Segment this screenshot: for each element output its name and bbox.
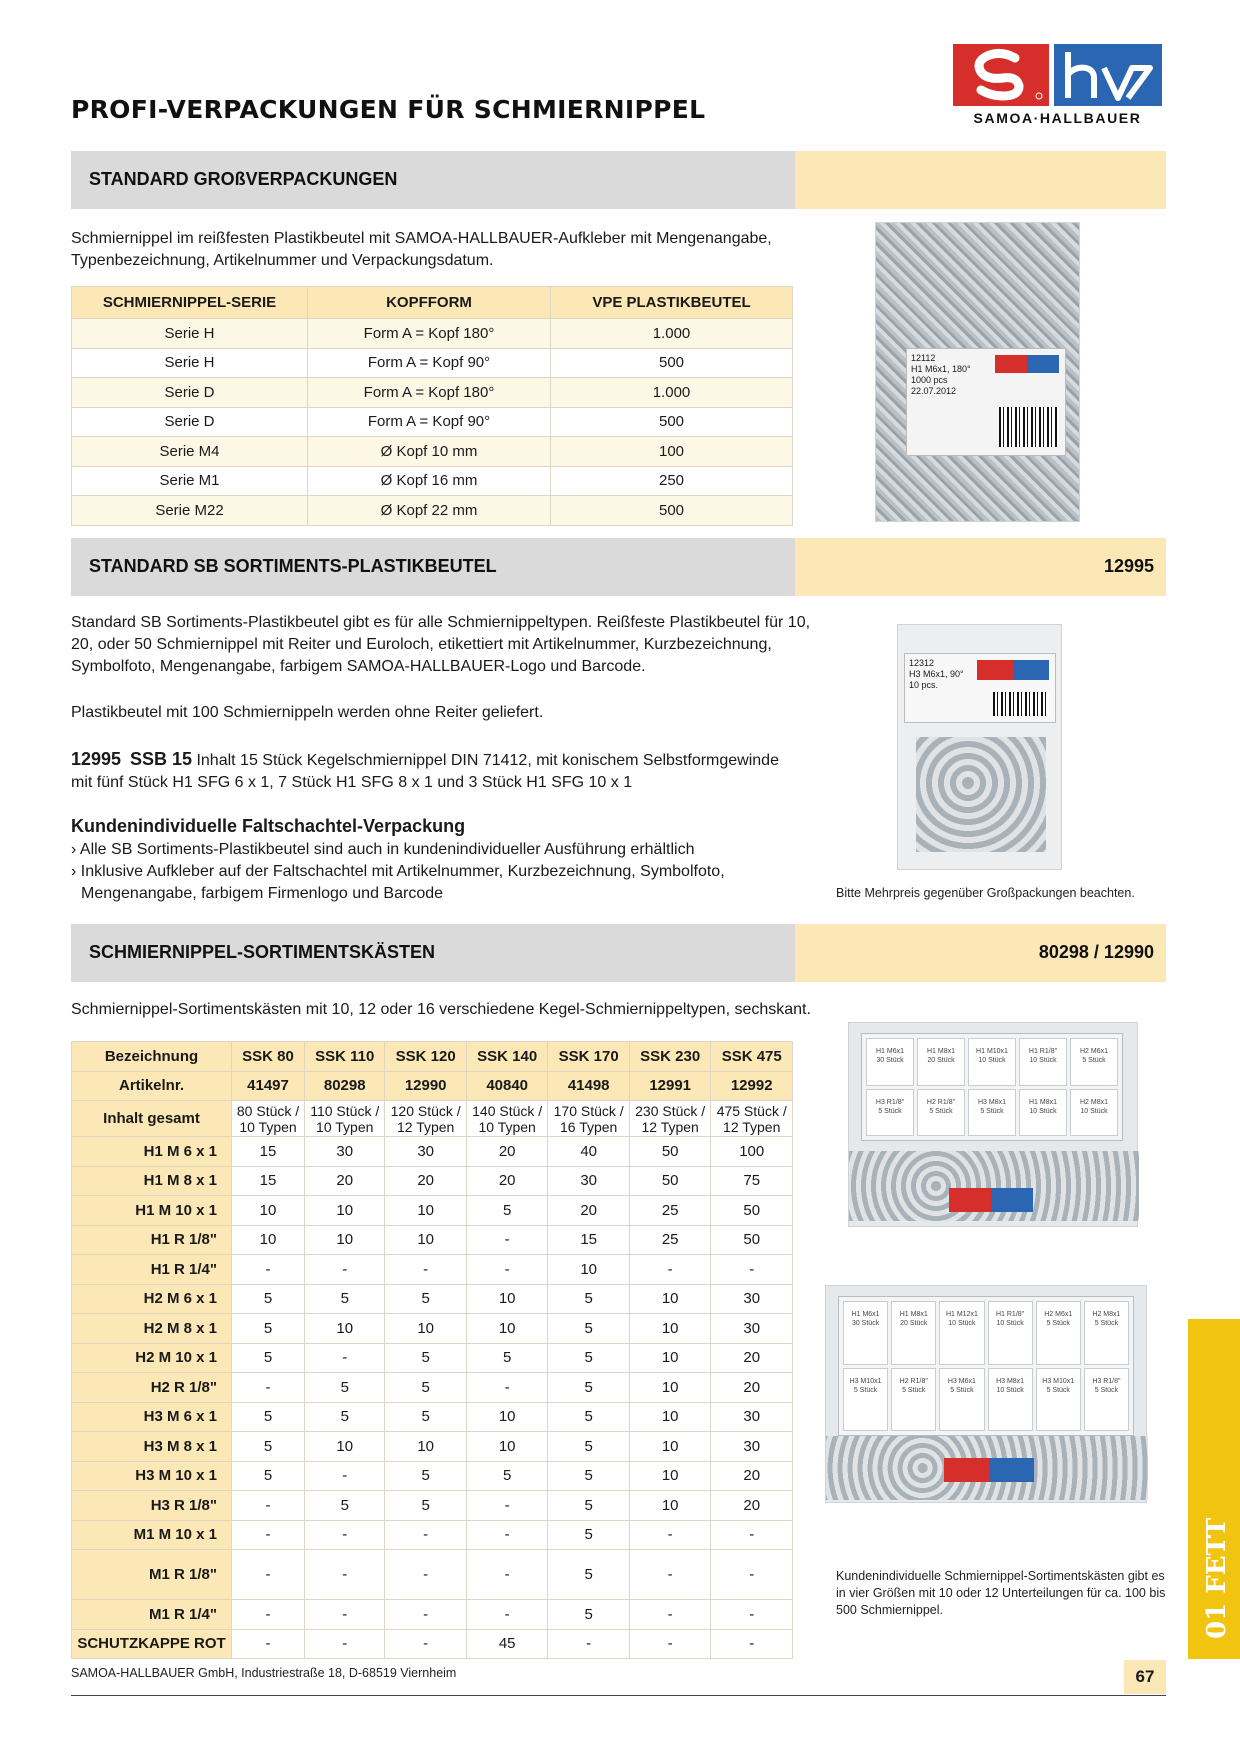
compartment-label: H1 R1/8" 10 Stück bbox=[988, 1301, 1033, 1365]
row-label: H1 M 6 x 1 bbox=[72, 1137, 232, 1167]
table-cell: 15 bbox=[548, 1225, 630, 1255]
compartment-label: H3 R1/8" 5 Stück bbox=[866, 1089, 914, 1137]
table-cell: - bbox=[385, 1600, 467, 1630]
table-row: Serie D Form A = Kopf 180° 1.000 bbox=[72, 378, 793, 408]
table-cell: 10 bbox=[385, 1196, 467, 1226]
table-cell: 20 bbox=[305, 1166, 385, 1196]
compartment-label: H3 M8x1 10 Stück bbox=[988, 1368, 1033, 1432]
section-bar-sortimentskaesten bbox=[71, 924, 1166, 982]
row-label: M1 R 1/8" bbox=[72, 1550, 232, 1600]
table-cell: 5 bbox=[548, 1520, 630, 1550]
table-cell: - bbox=[466, 1491, 548, 1521]
chapter-tab-label: 01 FETT bbox=[1202, 1517, 1232, 1639]
row-label: M1 M 10 x 1 bbox=[72, 1520, 232, 1550]
table-row bbox=[72, 1225, 793, 1255]
table-row bbox=[72, 1255, 793, 1285]
table-cell: 10 bbox=[305, 1314, 385, 1344]
table-cell: 20 bbox=[466, 1137, 548, 1167]
logo-s-mark-icon bbox=[953, 44, 1049, 106]
table-cell: 5 bbox=[305, 1491, 385, 1521]
table-cell: - bbox=[711, 1255, 793, 1285]
table-cell: - bbox=[232, 1255, 305, 1285]
table-row bbox=[72, 1461, 793, 1491]
table-row bbox=[72, 1196, 793, 1226]
table-cell: 5 bbox=[232, 1343, 305, 1373]
table-cell: 5 bbox=[232, 1284, 305, 1314]
table-cell: 15 bbox=[232, 1137, 305, 1167]
section1-intro: Schmiernippel im reißfesten Plastikbeutel mit SAMOA-HALLBAUER-Aufkleber mit Mengenangabe, Typenbezeichnung, Artikelnummer und Verpackungsdatum. bbox=[71, 230, 772, 269]
compartment-label: H3 R1/8" 5 Stück bbox=[1084, 1368, 1129, 1432]
table-cell: 30 bbox=[711, 1314, 793, 1344]
table-cell: 20 bbox=[711, 1373, 793, 1403]
table-cell: 10 bbox=[629, 1343, 711, 1373]
section2-intro: Standard SB Sortiments-Plastikbeutel gibt es für alle Schmiernippeltypen. Reißfeste Plastikbeutel für 10, 20, oder 50 Schmiernippel mit Reiter und Euroloch, etikettiert mit Artikelnummer, Kurzbezeichnung, Symbolfoto, Mengenangabe, farbigem SAMOA-HALLBAUER-Logo und Barcode. bbox=[71, 614, 811, 675]
table-cell: 5 bbox=[232, 1461, 305, 1491]
table-cell: - bbox=[385, 1550, 467, 1600]
table-cell: 25 bbox=[629, 1225, 711, 1255]
logo-hv-mark-icon bbox=[1054, 44, 1162, 106]
table-cell: 10 bbox=[466, 1284, 548, 1314]
table-cell: 10 bbox=[548, 1255, 630, 1285]
chapter-tab bbox=[1188, 1319, 1240, 1659]
table-cell: - bbox=[305, 1520, 385, 1550]
table-cell: 10 bbox=[385, 1314, 467, 1344]
table-cell: 10 bbox=[305, 1225, 385, 1255]
section2-note: Plastikbeutel mit 100 Schmiernippeln werden ohne Reiter geliefert. bbox=[71, 704, 544, 721]
table-row bbox=[72, 1629, 793, 1659]
table-cell: - bbox=[232, 1550, 305, 1600]
section-title: SCHMIERNIPPEL-SORTIMENTSKÄSTEN bbox=[89, 942, 436, 962]
table-cell: 5 bbox=[385, 1461, 467, 1491]
table-cell: 5 bbox=[548, 1284, 630, 1314]
table-row bbox=[72, 1314, 793, 1344]
table-cell: 10 bbox=[232, 1225, 305, 1255]
table-cell: 5 bbox=[548, 1402, 630, 1432]
table-cell: 10 bbox=[629, 1373, 711, 1403]
table-cell: - bbox=[466, 1600, 548, 1630]
table-cell: - bbox=[305, 1461, 385, 1491]
table-cell: 30 bbox=[305, 1137, 385, 1167]
table-cell: 10 bbox=[629, 1461, 711, 1491]
row-label: H3 R 1/8" bbox=[72, 1491, 232, 1521]
compartment-label: H2 R1/8" 5 Stück bbox=[917, 1089, 965, 1137]
table-cell: 5 bbox=[548, 1550, 630, 1600]
sortimentskasten-photo-1 bbox=[848, 1022, 1138, 1227]
table-cell: - bbox=[385, 1520, 467, 1550]
bag-sticker: 12312 H3 M6x1, 90° 10 pcs. bbox=[904, 653, 1056, 723]
row-label: H1 M 10 x 1 bbox=[72, 1196, 232, 1226]
row-label: H2 M 8 x 1 bbox=[72, 1314, 232, 1344]
table-cell: 5 bbox=[232, 1314, 305, 1344]
compartment-label: H1 M6x1 30 Stück bbox=[843, 1301, 888, 1365]
table-cell: 5 bbox=[548, 1491, 630, 1521]
sticker-logo-icon bbox=[995, 355, 1059, 373]
section-bar-sb-sortiment bbox=[71, 538, 1166, 596]
table-cell: 5 bbox=[466, 1461, 548, 1491]
compartment-label: H3 M10x1 5 Stück bbox=[843, 1368, 888, 1432]
compartment-label: H1 M8x1 20 Stück bbox=[917, 1038, 965, 1086]
table-cell: - bbox=[232, 1600, 305, 1630]
compartment-label: H3 M10x1 5 Stück bbox=[1036, 1368, 1081, 1432]
table-cell: 20 bbox=[548, 1196, 630, 1226]
table-cell: 10 bbox=[305, 1432, 385, 1462]
table-header-row bbox=[72, 287, 793, 319]
table-cell: 10 bbox=[232, 1196, 305, 1226]
table-cell: - bbox=[711, 1520, 793, 1550]
row-label: H3 M 10 x 1 bbox=[72, 1461, 232, 1491]
table-cell: 10 bbox=[385, 1432, 467, 1462]
table-cell: 5 bbox=[385, 1343, 467, 1373]
table-row: Serie H Form A = Kopf 90° 500 bbox=[72, 348, 793, 378]
table-cell: 10 bbox=[629, 1402, 711, 1432]
page-number: 67 bbox=[1124, 1660, 1166, 1694]
table-cell: - bbox=[305, 1629, 385, 1659]
table-cell: - bbox=[232, 1491, 305, 1521]
bulk-bag-photo bbox=[875, 222, 1080, 522]
table-cell: 30 bbox=[711, 1402, 793, 1432]
table-cell: - bbox=[711, 1600, 793, 1630]
table-cell: - bbox=[232, 1373, 305, 1403]
table-cell: 5 bbox=[385, 1491, 467, 1521]
table-cell: 5 bbox=[548, 1314, 630, 1344]
table-cell: - bbox=[385, 1255, 467, 1285]
footer-address: SAMOA-HALLBAUER GmbH, Industriestraße 18, D-68519 Viernheim bbox=[71, 1666, 457, 1680]
section-article-number: 80298 / 12990 bbox=[1038, 942, 1154, 962]
table-cell: 10 bbox=[629, 1314, 711, 1344]
page-title: PROFI-VERPACKUNGEN FÜR SCHMIERNIPPEL bbox=[71, 95, 706, 124]
table-cell: 100 bbox=[711, 1137, 793, 1167]
table-row bbox=[72, 1343, 793, 1373]
grossverpackung-table bbox=[71, 286, 793, 526]
table-cell: - bbox=[232, 1520, 305, 1550]
table-row bbox=[72, 1600, 793, 1630]
table-cell: 30 bbox=[385, 1137, 467, 1167]
table-cell: 10 bbox=[466, 1314, 548, 1344]
compartment-label: H1 M10x1 10 Stück bbox=[968, 1038, 1016, 1086]
row-label: H1 M 8 x 1 bbox=[72, 1166, 232, 1196]
row-label: H2 M 10 x 1 bbox=[72, 1343, 232, 1373]
table-cell: - bbox=[232, 1629, 305, 1659]
row-label: H1 R 1/4" bbox=[72, 1255, 232, 1285]
table-cell: 5 bbox=[548, 1600, 630, 1630]
table-cell: - bbox=[466, 1225, 548, 1255]
table-cell: 20 bbox=[711, 1343, 793, 1373]
table-row bbox=[72, 1137, 793, 1167]
sub-heading: Kundenindividuelle Faltschachtel-Verpackung bbox=[71, 816, 466, 836]
table-row bbox=[72, 1432, 793, 1462]
table-row bbox=[72, 1520, 793, 1550]
compartment-label: H1 M8x1 20 Stück bbox=[891, 1301, 936, 1365]
footer-divider bbox=[71, 1695, 1166, 1696]
sortimentskasten-table bbox=[71, 1041, 793, 1659]
compartment-label: H2 M6x1 5 Stück bbox=[1070, 1038, 1118, 1086]
table-cell: - bbox=[305, 1255, 385, 1285]
row-label: H3 M 6 x 1 bbox=[72, 1402, 232, 1432]
table-cell: 10 bbox=[466, 1432, 548, 1462]
table-cell: 5 bbox=[385, 1373, 467, 1403]
compartment-label: H1 M8x1 10 Stück bbox=[1019, 1089, 1067, 1137]
table-row bbox=[72, 1166, 793, 1196]
table-cell: 10 bbox=[629, 1491, 711, 1521]
table-cell: 30 bbox=[711, 1432, 793, 1462]
table-cell: 20 bbox=[711, 1491, 793, 1521]
table-row: Serie M4 Ø Kopf 10 mm 100 bbox=[72, 437, 793, 467]
table-cell: 15 bbox=[232, 1166, 305, 1196]
table-cell: 10 bbox=[629, 1284, 711, 1314]
row-label: H3 M 8 x 1 bbox=[72, 1432, 232, 1462]
table-cell: - bbox=[629, 1629, 711, 1659]
row-label: H1 R 1/8" bbox=[72, 1225, 232, 1255]
section-bar-grossverpackungen bbox=[71, 151, 1166, 209]
compartment-label: H3 M6x1 5 Stück bbox=[939, 1368, 984, 1432]
table-row bbox=[72, 1373, 793, 1403]
table-cell: 10 bbox=[629, 1432, 711, 1462]
table-cell: 5 bbox=[232, 1402, 305, 1432]
sb-bag-caption: Bitte Mehrpreis gegenüber Großpackungen beachten. bbox=[836, 886, 1135, 900]
table-cell: 5 bbox=[548, 1343, 630, 1373]
section-title: STANDARD SB SORTIMENTS-PLASTIKBEUTEL bbox=[89, 556, 497, 576]
barcode-icon bbox=[999, 407, 1059, 447]
ssb15-description: 12995 SSB 15 Inhalt 15 Stück Kegelschmiernippel DIN 71412, mit konischem Selbstformgewinde mit fünf Stück H1 SFG 6 x 1, 7 Stück H1 SFG 8 x 1 und 3 Stück H1 SFG 10 x 1 bbox=[71, 749, 779, 791]
section3-intro: Schmiernippel-Sortimentskästen mit 10, 12 oder 16 verschiedene Kegel-Schmiernippeltypen, sechskant. bbox=[71, 1001, 811, 1018]
table-cell: 25 bbox=[629, 1196, 711, 1226]
table-cell: 40 bbox=[548, 1137, 630, 1167]
compartment-label: H2 M8x1 5 Stück bbox=[1084, 1301, 1129, 1365]
row-label: H2 R 1/8" bbox=[72, 1373, 232, 1403]
table-cell: - bbox=[629, 1550, 711, 1600]
logo-wordmark: SAMOA·HALLBAUER bbox=[973, 110, 1142, 126]
table-cell: 50 bbox=[629, 1166, 711, 1196]
table-cell: - bbox=[385, 1629, 467, 1659]
table-cell: - bbox=[711, 1629, 793, 1659]
compartment-label: H2 M8x1 10 Stück bbox=[1070, 1089, 1118, 1137]
box-lid bbox=[861, 1033, 1123, 1141]
compartment-label: H1 M6x1 30 Stück bbox=[866, 1038, 914, 1086]
table-row bbox=[72, 1550, 793, 1600]
table-row: Serie M22 Ø Kopf 22 mm 500 bbox=[72, 496, 793, 526]
table-cell: - bbox=[548, 1629, 630, 1659]
table-cell: - bbox=[466, 1550, 548, 1600]
compartment-label: H2 R1/8" 5 Stück bbox=[891, 1368, 936, 1432]
column-header: KOPFFORM bbox=[308, 287, 551, 319]
compartment-label: H2 M6x1 5 Stück bbox=[1036, 1301, 1081, 1365]
table-row: Serie M1 Ø Kopf 16 mm 250 bbox=[72, 466, 793, 496]
table-cell: 20 bbox=[711, 1461, 793, 1491]
table-row bbox=[72, 1402, 793, 1432]
table-cell: - bbox=[629, 1600, 711, 1630]
table-cell: 50 bbox=[711, 1225, 793, 1255]
column-header: SCHMIERNIPPEL-SERIE bbox=[72, 287, 308, 319]
table-cell: 5 bbox=[466, 1343, 548, 1373]
barcode-icon bbox=[993, 692, 1049, 716]
table-cell: 10 bbox=[385, 1225, 467, 1255]
table-cell: - bbox=[629, 1520, 711, 1550]
table-row-artikelnr: Artikelnr. 41497 80298 12990 40840 41498 12991 12992 bbox=[72, 1071, 793, 1101]
table-cell: - bbox=[711, 1550, 793, 1600]
table-cell: - bbox=[466, 1520, 548, 1550]
bag-sticker: 12112 H1 M6x1, 180° 1000 pcs 22.07.2012 bbox=[906, 348, 1066, 456]
table-cell: - bbox=[466, 1255, 548, 1285]
table-row bbox=[72, 1491, 793, 1521]
box-lid bbox=[838, 1296, 1134, 1436]
table-cell: 5 bbox=[305, 1373, 385, 1403]
table-cell: 5 bbox=[385, 1284, 467, 1314]
table-cell: 5 bbox=[385, 1402, 467, 1432]
sticker-logo-icon bbox=[977, 660, 1049, 680]
row-label: M1 R 1/4" bbox=[72, 1600, 232, 1630]
sb-bag-photo bbox=[897, 624, 1062, 870]
compartment-label: H1 M12x1 10 Stück bbox=[939, 1301, 984, 1365]
table-cell: 10 bbox=[305, 1196, 385, 1226]
table-cell: 20 bbox=[466, 1166, 548, 1196]
table-cell: 75 bbox=[711, 1166, 793, 1196]
table-row bbox=[72, 1284, 793, 1314]
table-header-row: Bezeichnung SSK 80 SSK 110 SSK 120 SSK 140 SSK 170 SSK 230 SSK 475 bbox=[72, 1042, 793, 1072]
table-cell: 5 bbox=[305, 1284, 385, 1314]
table-cell: 5 bbox=[548, 1461, 630, 1491]
sortimentskasten-caption: Kundenindividuelle Schmiernippel-Sortimentskästen gibt es in vier Größen mit 10 oder 12 Unterteilungen für ca. 100 bis 500 Schmiernippel. bbox=[836, 1569, 1166, 1617]
table-cell: 45 bbox=[466, 1629, 548, 1659]
table-cell: - bbox=[466, 1373, 548, 1403]
faltschachtel-block: Kundenindividuelle Faltschachtel-Verpackung › Alle SB Sortiments-Plastikbeutel sind auch in kundenindividueller Ausführung erhältlich › Inklusive Aufkleber auf der Faltschachtel mit Artikelnummer, Kurzbezeichnung, Symbolfoto, Mengenangabe, farbigem Firmenlogo und Barcode bbox=[71, 816, 725, 902]
nipples-cluster-icon bbox=[916, 737, 1046, 852]
compartment-label: H1 R1/8" 10 Stück bbox=[1019, 1038, 1067, 1086]
table-cell: 50 bbox=[711, 1196, 793, 1226]
row-label: SCHUTZKAPPE ROT bbox=[72, 1629, 232, 1659]
table-cell: 5 bbox=[548, 1432, 630, 1462]
sortimentskasten-photo-2 bbox=[825, 1285, 1147, 1503]
table-cell: 30 bbox=[548, 1166, 630, 1196]
section-title: STANDARD GROßVERPACKUNGEN bbox=[89, 169, 398, 189]
table-cell: 5 bbox=[466, 1196, 548, 1226]
table-cell: 30 bbox=[711, 1284, 793, 1314]
table-cell: - bbox=[305, 1600, 385, 1630]
box-logo-icon bbox=[944, 1458, 1034, 1482]
column-header: VPE PLASTIKBEUTEL bbox=[551, 287, 793, 319]
row-label: H2 M 6 x 1 bbox=[72, 1284, 232, 1314]
table-row: Serie D Form A = Kopf 90° 500 bbox=[72, 407, 793, 437]
table-cell: 50 bbox=[629, 1137, 711, 1167]
table-cell: - bbox=[305, 1550, 385, 1600]
table-cell: 10 bbox=[466, 1402, 548, 1432]
table-row-inhalt: Inhalt gesamt 80 Stück / 10 Typen 110 Stück / 10 Typen 120 Stück / 12 Typen 140 Stück / 10 Typen 170 Stück / 16 Typen 230 Stück / 12 Typen 475 Stück / 12 Typen bbox=[72, 1101, 793, 1137]
table-row: Serie H Form A = Kopf 180° 1.000 bbox=[72, 319, 793, 349]
table-cell: 5 bbox=[305, 1402, 385, 1432]
table-cell: - bbox=[305, 1343, 385, 1373]
compartment-label: H3 M8x1 5 Stück bbox=[968, 1089, 1016, 1137]
section-article-number: 12995 bbox=[1103, 556, 1154, 576]
table-cell: 20 bbox=[385, 1166, 467, 1196]
table-cell: 5 bbox=[548, 1373, 630, 1403]
samoa-hallbauer-logo bbox=[950, 44, 1165, 129]
box-logo-icon bbox=[949, 1188, 1033, 1212]
table-cell: - bbox=[629, 1255, 711, 1285]
table-cell: 5 bbox=[232, 1432, 305, 1462]
